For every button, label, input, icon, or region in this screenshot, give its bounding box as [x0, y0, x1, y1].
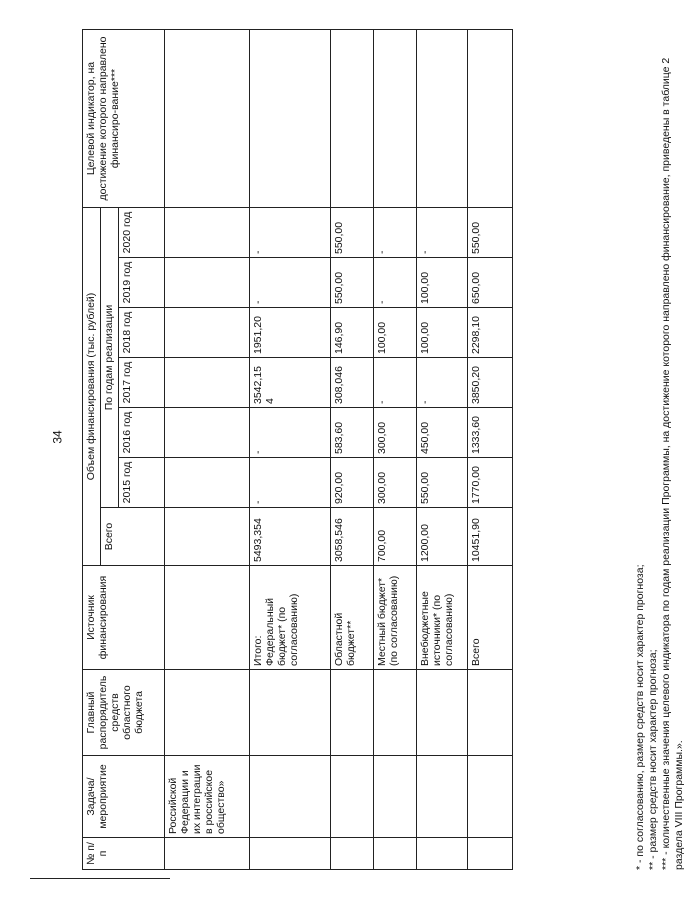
cell-empty: [165, 458, 250, 508]
value-cell: 583,60: [331, 408, 374, 458]
table-row: [331, 30, 374, 870]
table-row: [250, 30, 331, 870]
header-year-2020: 2020 год: [119, 208, 165, 258]
cell-empty: [165, 258, 250, 308]
cell-empty: [165, 30, 250, 208]
cell-empty: [374, 670, 417, 756]
value-cell: -: [250, 458, 331, 508]
header-target: Целевой индикатор, на достижение которого направлено финансиро-вание***: [83, 30, 165, 208]
value-cell: 308,046: [331, 358, 374, 408]
cell-empty: [250, 30, 331, 208]
header-year-2015: 2015 год: [119, 458, 165, 508]
value-cell: 3542,154: [250, 358, 331, 408]
value-cell: -: [374, 258, 417, 308]
cell-empty: [250, 756, 331, 838]
table-row: [468, 30, 513, 870]
cell-empty: [468, 756, 513, 838]
value-cell: -: [374, 358, 417, 408]
cell-empty: [468, 670, 513, 756]
header-year-2016: 2016 год: [119, 408, 165, 458]
header-year-2017: 2017 год: [119, 358, 165, 408]
table-row: [374, 30, 417, 870]
cell-empty: [374, 838, 417, 870]
cell-empty: [417, 756, 468, 838]
value-cell: 450,00: [417, 408, 468, 458]
value-cell: 100,00: [417, 258, 468, 308]
value-cell: 300,00: [374, 458, 417, 508]
task-cell: Российской Федерации и их интеграции в российское общество»: [165, 756, 250, 838]
cell-empty: [165, 508, 250, 566]
header-total: Всего: [101, 508, 165, 566]
header-source: Источник финансирования: [83, 566, 165, 670]
value-cell: 550,00: [331, 258, 374, 308]
value-cell: -: [250, 258, 331, 308]
cell-empty: [165, 408, 250, 458]
source-cell: Внебюджетные источники* (по согласованию): [417, 566, 468, 670]
value-cell: 146,90: [331, 308, 374, 358]
table-row: [417, 30, 468, 870]
header-owner: Главный распорядитель средств областного бюджета: [83, 670, 165, 756]
source-cell: Итого: Федеральный бюджет* (по согласованию): [250, 566, 331, 670]
header-year-2018: 2018 год: [119, 308, 165, 358]
financing-table: [82, 29, 513, 870]
table-row: [165, 30, 250, 870]
value-cell: -: [250, 208, 331, 258]
cell-empty: [165, 670, 250, 756]
value-cell: 1951,20: [250, 308, 331, 358]
value-cell: 550,00: [468, 208, 513, 258]
footnote: *** - количественные значения целевого индикатора по годам реализации Программы, на достижение которого направлено финансирование, приведены в таблице 2 раздела VIII Программы.».: [660, 57, 686, 870]
value-cell: 550,00: [331, 208, 374, 258]
value-cell: 100,00: [417, 308, 468, 358]
source-cell: Местный бюджет* (по согласованию): [374, 566, 417, 670]
value-cell: -: [250, 408, 331, 458]
value-cell: 650,00: [468, 258, 513, 308]
cell-empty: [331, 838, 374, 870]
cell-empty: [165, 308, 250, 358]
cell-empty: [468, 30, 513, 208]
cell-empty: [250, 838, 331, 870]
total-cell: 10451,90: [468, 508, 513, 566]
value-cell: 100,00: [374, 308, 417, 358]
value-cell: 920,00: [331, 458, 374, 508]
cell-empty: [331, 670, 374, 756]
footnotes: [634, 30, 687, 870]
margin-rule: [30, 878, 170, 879]
header-volume: Объем финансирования (тыс. рублей): [83, 208, 101, 566]
header-year-2019: 2019 год: [119, 258, 165, 308]
footnote: * - по согласованию, размер средств носит характер прогноза;: [634, 564, 646, 870]
cell-empty: [468, 838, 513, 870]
rotated-page-content: [82, 30, 686, 870]
total-cell: 700,00: [374, 508, 417, 566]
footnote: ** - размер средств носит характер прогноза;: [647, 649, 660, 870]
value-cell: 1770,00: [468, 458, 513, 508]
cell-empty: [417, 30, 468, 208]
page-number: 34: [50, 430, 65, 444]
cell-empty: [374, 756, 417, 838]
value-cell: -: [417, 208, 468, 258]
total-cell: 1200,00: [417, 508, 468, 566]
cell-empty: [374, 30, 417, 208]
cell-empty: [165, 208, 250, 258]
value-cell: 550,00: [417, 458, 468, 508]
cell-empty: [165, 358, 250, 408]
cell-empty: [331, 756, 374, 838]
cell-empty: [165, 838, 250, 870]
value-cell: 1333,60: [468, 408, 513, 458]
value-cell: -: [417, 358, 468, 408]
source-cell: Всего: [468, 566, 513, 670]
cell-empty: [331, 30, 374, 208]
cell-empty: [417, 670, 468, 756]
cell-empty: [250, 670, 331, 756]
total-cell: 5493,354: [250, 508, 331, 566]
cell-empty: [417, 838, 468, 870]
header-task: Задача/ мероприятие: [83, 756, 165, 838]
source-cell: Областной бюджет**: [331, 566, 374, 670]
value-cell: 3850,20: [468, 358, 513, 408]
header-num: № п/п: [83, 838, 165, 870]
header-by-years: По годам реализации: [101, 208, 119, 508]
cell-empty: [165, 566, 250, 670]
value-cell: 300,00: [374, 408, 417, 458]
total-cell: 3058,546: [331, 508, 374, 566]
value-cell: 2298,10: [468, 308, 513, 358]
value-cell: -: [374, 208, 417, 258]
